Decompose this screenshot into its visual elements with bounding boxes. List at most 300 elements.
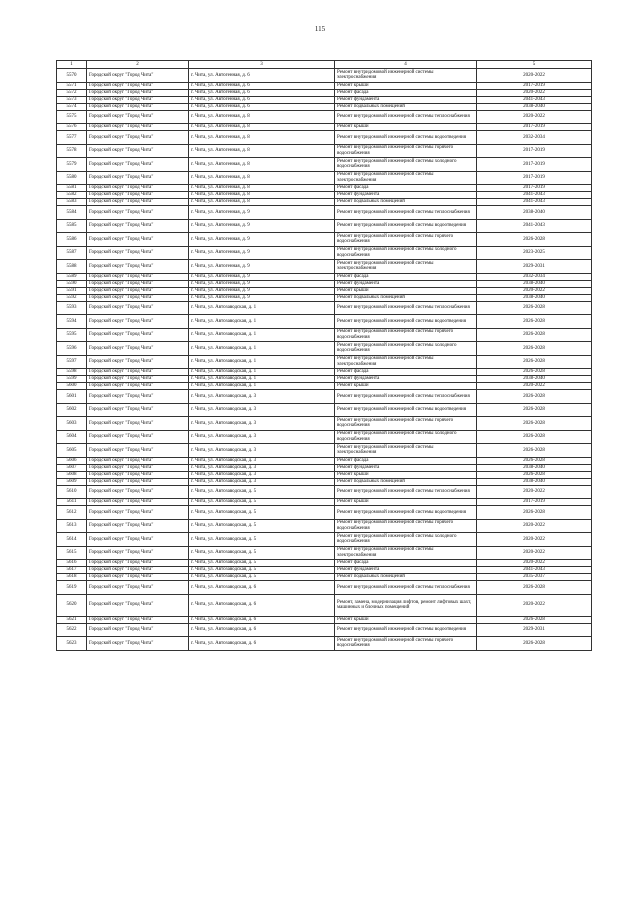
address-cell: г. Чита, ул. Автогенная, д. 9 [189,294,335,301]
work-type-cell: Ремонт внутридомовой инженерной системы электроснабжения [335,444,477,458]
period-cell: 2026-2028 [477,616,592,623]
address-cell: г. Чита, ул. Автозаводская, д. 3 [189,430,335,444]
table-row [57,471,592,478]
work-type-cell: Ремонт внутридомовой инженерной системы горячего водоснабжения [335,417,477,431]
table-row [57,171,592,185]
table-row [57,110,592,124]
address-cell: г. Чита, ул. Автогенная, д. 9 [189,280,335,287]
period-cell: 2020-2022 [477,594,592,616]
municipality-cell: Городской округ "Город Чита" [87,199,189,206]
work-type-cell: Ремонт подвальных помещений [335,103,477,110]
period-cell: 2038-2040 [477,376,592,383]
address-cell: г. Чита, ул. Автогенная, д. 9 [189,260,335,274]
address-cell: г. Чита, ул. Автогенная, д. 6 [189,82,335,89]
table-row [57,594,592,616]
municipality-cell: Городской округ "Город Чита" [87,315,189,329]
table-row [57,478,592,485]
table-row [57,567,592,574]
row-number-cell: 5594 [57,315,87,329]
work-type-cell: Ремонт внутридомовой инженерной системы водоотведения [335,623,477,637]
work-type-cell: Ремонт фундамента [335,567,477,574]
work-type-cell: Ремонт крыши [335,124,477,131]
table-body [57,69,592,651]
period-cell: 2017-2019 [477,124,592,131]
municipality-cell: Городской округ "Город Чита" [87,464,189,471]
work-type-cell: Ремонт крыши [335,471,477,478]
municipality-cell: Городской округ "Город Чита" [87,616,189,623]
municipality-cell: Городской округ "Город Чита" [87,89,189,96]
table-row [57,533,592,547]
row-number-cell: 5621 [57,616,87,623]
work-type-cell: Ремонт внутридомовой инженерной системы холодного водоснабжения [335,158,477,172]
table-row [57,89,592,96]
table-row [57,192,592,199]
period-cell: 2026-2028 [477,444,592,458]
municipality-cell: Городской округ "Город Чита" [87,342,189,356]
address-cell: г. Чита, ул. Автогенная, д. 6 [189,103,335,110]
table-row [57,69,592,83]
address-cell: г. Чита, ул. Автозаводская, д. 3 [189,444,335,458]
period-cell: 2026-2028 [477,342,592,356]
period-cell: 2032-2034 [477,273,592,280]
address-cell: г. Чита, ул. Автогенная, д. 9 [189,287,335,294]
row-number-cell: 5591 [57,287,87,294]
table-row [57,464,592,471]
municipality-cell: Городской округ "Город Чита" [87,280,189,287]
table-row [57,246,592,260]
address-cell: г. Чита, ул. Автозаводская, д. 1 [189,301,335,315]
table-row [57,506,592,520]
row-number-cell: 5590 [57,280,87,287]
work-type-cell: Ремонт внутридомовой инженерной системы электроснабжения [335,69,477,83]
row-number-cell: 5596 [57,342,87,356]
address-cell: г. Чита, ул. Автозаводская, д. 1 [189,315,335,329]
address-cell: г. Чита, ул. Автогенная, д. 9 [189,273,335,280]
address-cell: г. Чита, ул. Автогенная, д. 6 [189,69,335,83]
municipality-cell: Городской округ "Город Чита" [87,103,189,110]
municipality-cell: Городской округ "Город Чита" [87,219,189,233]
period-cell: 2041-2043 [477,96,592,103]
table-row [57,280,592,287]
address-cell: г. Чита, ул. Автозаводская, д. 3 [189,471,335,478]
period-cell: 2026-2028 [477,328,592,342]
table-row [57,96,592,103]
row-number-cell: 5592 [57,294,87,301]
period-cell: 2026-2028 [477,355,592,369]
work-type-cell: Ремонт крыши [335,616,477,623]
row-number-cell: 5580 [57,171,87,185]
municipality-cell: Городской округ "Город Чита" [87,594,189,616]
row-number-cell: 5603 [57,417,87,431]
municipality-cell: Городской округ "Город Чита" [87,567,189,574]
row-number-cell: 5615 [57,546,87,560]
table-row [57,403,592,417]
period-cell: 2038-2040 [477,464,592,471]
work-type-cell: Ремонт фундамента [335,192,477,199]
work-type-cell: Ремонт фундамента [335,96,477,103]
row-number-cell: 5593 [57,301,87,315]
header-cell: 3 [189,61,335,69]
row-number-cell: 5609 [57,478,87,485]
header-cell: 5 [477,61,592,69]
period-cell: 2041-2043 [477,219,592,233]
header-cell: 1 [57,61,87,69]
municipality-cell: Городской округ "Город Чита" [87,144,189,158]
table-row [57,342,592,356]
address-cell: г. Чита, ул. Автогенная, д. 9 [189,233,335,247]
period-cell: 2029-2031 [477,260,592,274]
period-cell: 2020-2022 [477,110,592,124]
municipality-cell: Городской округ "Город Чита" [87,192,189,199]
period-cell: 2026-2028 [477,581,592,595]
work-type-cell: Ремонт подвальных помещений [335,199,477,206]
row-number-cell: 5618 [57,574,87,581]
municipality-cell: Городской округ "Город Чита" [87,533,189,547]
row-number-cell: 5571 [57,82,87,89]
table-row [57,260,592,274]
table-row [57,158,592,172]
table-row [57,519,592,533]
municipality-cell: Городской округ "Город Чита" [87,69,189,83]
row-number-cell: 5605 [57,444,87,458]
period-cell: 2017-2019 [477,185,592,192]
municipality-cell: Городской округ "Город Чита" [87,390,189,404]
address-cell: г. Чита, ул. Автогенная, д. 9 [189,206,335,220]
work-type-cell: Ремонт фасада [335,185,477,192]
row-number-cell: 5611 [57,499,87,506]
row-number-cell: 5622 [57,623,87,637]
period-cell: 2017-2019 [477,82,592,89]
work-type-cell: Ремонт внутридомовой инженерной системы горячего водоснабжения [335,519,477,533]
row-number-cell: 5588 [57,260,87,274]
table-row [57,430,592,444]
table-row [57,581,592,595]
work-type-cell: Ремонт внутридомовой инженерной системы электроснабжения [335,260,477,274]
municipality-cell: Городской округ "Город Чита" [87,519,189,533]
work-type-cell: Ремонт фасада [335,560,477,567]
period-cell: 2038-2040 [477,280,592,287]
period-cell: 2017-2019 [477,158,592,172]
table-row [57,574,592,581]
row-number-cell: 5601 [57,390,87,404]
row-number-cell: 5582 [57,192,87,199]
municipality-cell: Городской округ "Город Чита" [87,328,189,342]
address-cell: г. Чита, ул. Автозаводская, д. 5 [189,485,335,499]
municipality-cell: Городской округ "Город Чита" [87,301,189,315]
row-number-cell: 5600 [57,383,87,390]
address-cell: г. Чита, ул. Автозаводская, д. 3 [189,417,335,431]
work-type-cell: Ремонт внутридомовой инженерной системы электроснабжения [335,171,477,185]
address-cell: г. Чита, ул. Автогенная, д. 8 [189,192,335,199]
period-cell: 2026-2028 [477,506,592,520]
period-cell: 2020-2022 [477,519,592,533]
row-number-cell: 5576 [57,124,87,131]
period-cell: 2020-2022 [477,546,592,560]
municipality-cell: Городской округ "Город Чита" [87,294,189,301]
address-cell: г. Чита, ул. Автозаводская, д. 1 [189,328,335,342]
table-row [57,369,592,376]
municipality-cell: Городской округ "Город Чита" [87,287,189,294]
row-number-cell: 5617 [57,567,87,574]
municipality-cell: Городской округ "Город Чита" [87,124,189,131]
work-type-cell: Ремонт внутридомовой инженерной системы водоотведения [335,506,477,520]
table-row [57,560,592,567]
period-cell: 2020-2022 [477,383,592,390]
work-type-cell: Ремонт внутридомовой инженерной системы водоотведения [335,403,477,417]
address-cell: г. Чита, ул. Автогенная, д. 9 [189,246,335,260]
address-cell: г. Чита, ул. Автозаводская, д. 1 [189,376,335,383]
address-cell: г. Чита, ул. Автозаводская, д. 6 [189,616,335,623]
table-row [57,457,592,464]
municipality-cell: Городской округ "Город Чита" [87,233,189,247]
municipality-cell: Городской округ "Город Чита" [87,260,189,274]
address-cell: г. Чита, ул. Автозаводская, д. 1 [189,355,335,369]
row-number-cell: 5599 [57,376,87,383]
work-type-cell: Ремонт внутридомовой инженерной системы водоотведения [335,315,477,329]
header-cell: 4 [335,61,477,69]
period-cell: 2035-2037 [477,574,592,581]
table-row [57,199,592,206]
work-type-cell: Ремонт, замена, модернизация лифтов, ремонт лифтовых шахт, машинных и блочных помещений [335,594,477,616]
period-cell: 2026-2028 [477,369,592,376]
municipality-cell: Городской округ "Город Чита" [87,171,189,185]
address-cell: г. Чита, ул. Автозаводская, д. 6 [189,581,335,595]
address-cell: г. Чита, ул. Автогенная, д. 6 [189,96,335,103]
municipality-cell: Городской округ "Город Чита" [87,96,189,103]
address-cell: г. Чита, ул. Автогенная, д. 8 [189,171,335,185]
row-number-cell: 5577 [57,131,87,145]
municipality-cell: Городской округ "Город Чита" [87,478,189,485]
municipality-cell: Городской округ "Город Чита" [87,499,189,506]
header-cell: 2 [87,61,189,69]
municipality-cell: Городской округ "Город Чита" [87,273,189,280]
table-row [57,355,592,369]
table-row [57,376,592,383]
period-cell: 2026-2028 [477,390,592,404]
municipality-cell: Городской округ "Город Чита" [87,457,189,464]
address-cell: г. Чита, ул. Автозаводская, д. 5 [189,560,335,567]
address-cell: г. Чита, ул. Автозаводская, д. 5 [189,499,335,506]
row-number-cell: 5607 [57,464,87,471]
period-cell: 2026-2028 [477,430,592,444]
address-cell: г. Чита, ул. Автогенная, д. 8 [189,110,335,124]
work-type-cell: Ремонт внутридомовой инженерной системы горячего водоснабжения [335,233,477,247]
work-type-cell: Ремонт внутридомовой инженерной системы холодного водоснабжения [335,246,477,260]
address-cell: г. Чита, ул. Автогенная, д. 8 [189,124,335,131]
address-cell: г. Чита, ул. Автозаводская, д. 6 [189,594,335,616]
table-row [57,131,592,145]
work-type-cell: Ремонт крыши [335,82,477,89]
row-number-cell: 5598 [57,369,87,376]
period-cell: 2041-2043 [477,192,592,199]
work-type-cell: Ремонт крыши [335,383,477,390]
table-row [57,82,592,89]
period-cell: 2017-2019 [477,499,592,506]
table-header-row [57,61,592,69]
row-number-cell: 5614 [57,533,87,547]
address-cell: г. Чита, ул. Автогенная, д. 9 [189,219,335,233]
municipality-cell: Городской округ "Город Чита" [87,246,189,260]
municipality-cell: Городской округ "Город Чита" [87,206,189,220]
row-number-cell: 5586 [57,233,87,247]
address-cell: г. Чита, ул. Автогенная, д. 8 [189,185,335,192]
address-cell: г. Чита, ул. Автозаводская, д. 5 [189,533,335,547]
address-cell: г. Чита, ул. Автозаводская, д. 3 [189,390,335,404]
address-cell: г. Чита, ул. Автозаводская, д. 3 [189,478,335,485]
work-type-cell: Ремонт подвальных помещений [335,294,477,301]
row-number-cell: 5581 [57,185,87,192]
table-row [57,546,592,560]
table-row [57,273,592,280]
table-row [57,637,592,651]
address-cell: г. Чита, ул. Автогенная, д. 6 [189,89,335,96]
municipality-cell: Городской округ "Город Чита" [87,355,189,369]
table-row [57,616,592,623]
table-row [57,124,592,131]
address-cell: г. Чита, ул. Автозаводская, д. 3 [189,403,335,417]
work-type-cell: Ремонт внутридомовой инженерной системы теплоснабжения [335,390,477,404]
period-cell: 2026-2028 [477,417,592,431]
row-number-cell: 5583 [57,199,87,206]
municipality-cell: Городской округ "Город Чита" [87,560,189,567]
period-cell: 2020-2022 [477,89,592,96]
period-cell: 2026-2028 [477,471,592,478]
period-cell: 2038-2040 [477,206,592,220]
period-cell: 2038-2040 [477,478,592,485]
table-row [57,623,592,637]
period-cell: 2023-2025 [477,246,592,260]
table-row [57,383,592,390]
period-cell: 2020-2022 [477,560,592,567]
table-row [57,417,592,431]
municipality-cell: Городской округ "Город Чита" [87,546,189,560]
address-cell: г. Чита, ул. Автозаводская, д. 1 [189,383,335,390]
period-cell: 2032-2034 [477,131,592,145]
table-row [57,103,592,110]
table-row [57,328,592,342]
row-number-cell: 5572 [57,89,87,96]
municipality-cell: Городской округ "Город Чита" [87,82,189,89]
address-cell: г. Чита, ул. Автогенная, д. 8 [189,199,335,206]
table-row [57,499,592,506]
period-cell: 2029-2031 [477,623,592,637]
row-number-cell: 5602 [57,403,87,417]
row-number-cell: 5570 [57,69,87,83]
work-type-cell: Ремонт фасада [335,369,477,376]
row-number-cell: 5595 [57,328,87,342]
municipality-cell: Городской округ "Город Чита" [87,637,189,651]
table-row [57,301,592,315]
work-type-cell: Ремонт внутридомовой инженерной системы теплоснабжения [335,206,477,220]
address-cell: г. Чита, ул. Автозаводская, д. 6 [189,623,335,637]
row-number-cell: 5623 [57,637,87,651]
row-number-cell: 5613 [57,519,87,533]
work-type-cell: Ремонт фундамента [335,464,477,471]
municipality-cell: Городской округ "Город Чита" [87,185,189,192]
period-cell: 2026-2028 [477,403,592,417]
table-row [57,390,592,404]
row-number-cell: 5616 [57,560,87,567]
address-cell: г. Чита, ул. Автозаводская, д. 5 [189,519,335,533]
municipality-cell: Городской округ "Город Чита" [87,383,189,390]
municipality-cell: Городской округ "Город Чита" [87,506,189,520]
address-cell: г. Чита, ул. Автозаводская, д. 1 [189,369,335,376]
address-cell: г. Чита, ул. Автозаводская, д. 5 [189,506,335,520]
work-type-cell: Ремонт подвальных помещений [335,574,477,581]
period-cell: 2026-2028 [477,315,592,329]
period-cell: 2041-2043 [477,199,592,206]
municipality-cell: Городской округ "Город Чита" [87,623,189,637]
work-type-cell: Ремонт фасада [335,457,477,464]
table-row [57,287,592,294]
table-row [57,219,592,233]
municipality-cell: Городской округ "Город Чита" [87,376,189,383]
table-row [57,294,592,301]
work-type-cell: Ремонт крыши [335,499,477,506]
work-type-cell: Ремонт внутридомовой инженерной системы горячего водоснабжения [335,144,477,158]
address-cell: г. Чита, ул. Автозаводская, д. 6 [189,637,335,651]
address-cell: г. Чита, ул. Автозаводская, д. 3 [189,464,335,471]
row-number-cell: 5612 [57,506,87,520]
work-type-cell: Ремонт подвальных помещений [335,478,477,485]
table-row [57,185,592,192]
work-type-cell: Ремонт внутридомовой инженерной системы водоотведения [335,131,477,145]
address-cell: г. Чита, ул. Автогенная, д. 8 [189,158,335,172]
work-type-cell: Ремонт внутридомовой инженерной системы теплоснабжения [335,581,477,595]
address-cell: г. Чита, ул. Автозаводская, д. 3 [189,457,335,464]
period-cell: 2017-2019 [477,171,592,185]
work-type-cell: Ремонт фундамента [335,376,477,383]
period-cell: 2038-2040 [477,103,592,110]
period-cell: 2026-2028 [477,637,592,651]
row-number-cell: 5589 [57,273,87,280]
period-cell: 2026-2028 [477,301,592,315]
row-number-cell: 5578 [57,144,87,158]
municipality-cell: Городской округ "Город Чита" [87,430,189,444]
municipality-cell: Городской округ "Город Чита" [87,158,189,172]
period-cell: 2020-2022 [477,69,592,83]
work-type-cell: Ремонт крыши [335,287,477,294]
work-type-cell: Ремонт внутридомовой инженерной системы водоотведения [335,219,477,233]
address-cell: г. Чита, ул. Автогенная, д. 8 [189,131,335,145]
municipality-cell: Городской округ "Город Чита" [87,444,189,458]
municipality-cell: Городской округ "Город Чита" [87,369,189,376]
address-cell: г. Чита, ул. Автозаводская, д. 5 [189,567,335,574]
row-number-cell: 5587 [57,246,87,260]
row-number-cell: 5574 [57,103,87,110]
work-type-cell: Ремонт внутридомовой инженерной системы горячего водоснабжения [335,637,477,651]
work-type-cell: Ремонт внутридомовой инженерной системы холодного водоснабжения [335,430,477,444]
table-row [57,144,592,158]
period-cell: 2020-2022 [477,533,592,547]
page-number: 115 [314,25,326,33]
table-row [57,233,592,247]
work-type-cell: Ремонт фасада [335,273,477,280]
municipality-cell: Городской округ "Город Чита" [87,417,189,431]
table-row [57,485,592,499]
work-type-cell: Ремонт фасада [335,89,477,96]
municipality-cell: Городской округ "Город Чита" [87,403,189,417]
row-number-cell: 5604 [57,430,87,444]
municipality-cell: Городской округ "Город Чита" [87,574,189,581]
period-cell: 2026-2028 [477,233,592,247]
table-row [57,206,592,220]
address-cell: г. Чита, ул. Автозаводская, д. 5 [189,574,335,581]
work-type-cell: Ремонт внутридомовой инженерной системы электроснабжения [335,546,477,560]
work-type-cell: Ремонт внутридомовой инженерной системы теплоснабжения [335,485,477,499]
table-row [57,444,592,458]
row-number-cell: 5610 [57,485,87,499]
